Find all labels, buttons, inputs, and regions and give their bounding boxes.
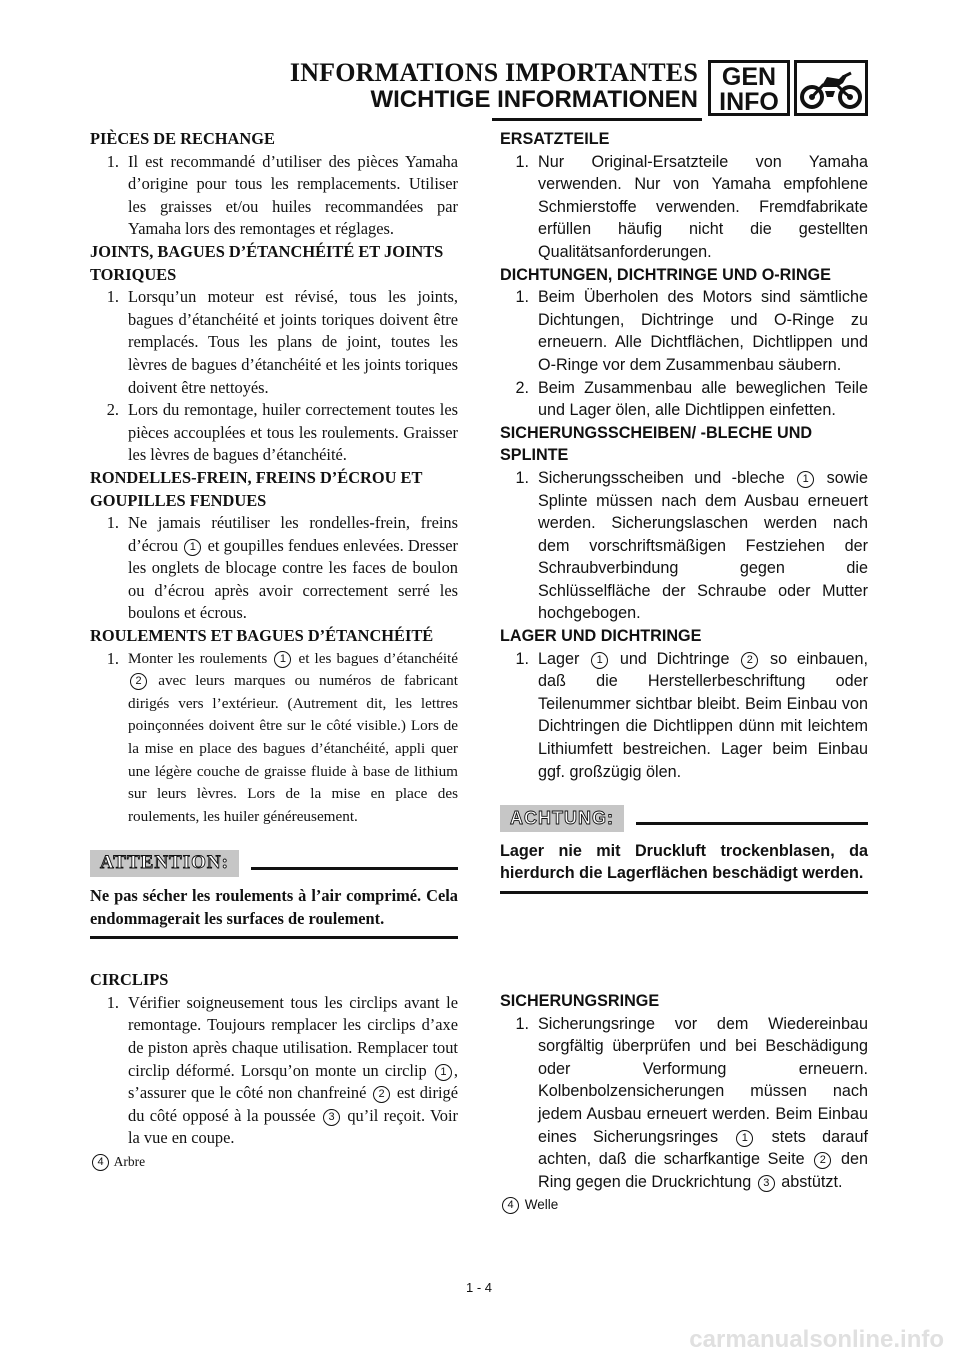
item-text: Sicherungsscheiben und -bleche 1 sowie Splinte müssen nach dem Ausbau erneuert werden. Sicherungslaschen werden nach dem vorschriftsmäßigen Festziehen der Schraubverbindung gegen die Schlüsselfläche der Schraube oder Mutter hochgebogen.	[538, 468, 869, 623]
list-item	[90, 648, 458, 829]
item-text: Lager 1 und Dichtringe 2 so einbauen, daß die Herstellerbeschriftung oder Teilenummer sichtbar bleibt. Beim Einbau von Dichtringen die Dichtlippen dünn mit leichtem Lithiumfett bestreichen. Lager beim Einbau ggf. großzügig ölen.	[538, 649, 869, 781]
page-number: 1 - 4	[466, 1280, 493, 1295]
heading-lock-washers-de: SICHERUNGSSCHEIBEN/ -BLECHE UND SPLINTE	[500, 423, 813, 465]
heading-spare-parts-fr: PIÈCES DE RECHANGE	[90, 129, 275, 148]
list-item	[500, 467, 868, 625]
callout-4: 4	[502, 1197, 519, 1214]
heading-bearings-de: LAGER UND DICHTRINGE	[500, 627, 702, 646]
item-number: 1.	[515, 649, 529, 668]
callout-1: 1	[274, 651, 291, 668]
item-number: 1.	[106, 151, 119, 171]
caution-badge-fr: ATTENTION:	[90, 850, 239, 877]
heading-lock-washers-fr: RONDELLES-FREIN, FREINS D’ÉCROU ET GOUPILLES FENDUES	[90, 467, 423, 510]
caution-header-de	[500, 805, 868, 832]
header-title-de: WICHTIGE INFORMATIONEN	[370, 86, 698, 113]
column-german	[500, 128, 868, 1217]
header-title-fr: INFORMATIONS IMPORTANTES	[289, 58, 698, 87]
badge-line-2: INFO	[719, 88, 779, 116]
item-text: Ne jamais réutiliser les rondelles-frein, freins d’écrou 1 et goupilles fendues enlevées. Dresser les onglets de blocage contre les faces de boulon ou d’écrou après avoir correctement serré les boulons et écrous.	[128, 513, 458, 623]
list-item	[500, 648, 868, 784]
item-text: Beim Überholen des Motors sind sämtliche Dichtungen, Dichtringe und O-Ringe zu erneuern. Alle Dichtflächen, Dichtlippen und O-Ringe vor dem Zusammenbau säubern.	[538, 288, 868, 374]
callout-2: 2	[130, 673, 147, 690]
heading-gaskets-de: DICHTUNGEN, DICHTRINGE UND O-RINGE	[500, 265, 831, 284]
caution-rule	[251, 867, 458, 870]
heading-gaskets-fr: JOINTS, BAGUES D’ÉTANCHÉITÉ ET JOINTS TORIQUES	[90, 241, 444, 284]
heading-circlips-fr: CIRCLIPS	[90, 970, 169, 990]
list-item	[90, 992, 458, 1150]
list-item	[90, 151, 458, 241]
item-number: 1.	[515, 1014, 529, 1033]
heading-circlips-de: SICHERUNGSRINGE	[500, 992, 660, 1010]
callout-1: 1	[797, 471, 814, 488]
header-rule	[492, 118, 702, 121]
callout-2: 2	[373, 1086, 390, 1103]
list-item	[500, 151, 868, 264]
legend-de	[500, 1194, 868, 1217]
heading-bearings-fr: ROULEMENTS ET BAGUES D’ÉTANCHÉITÉ	[90, 626, 434, 646]
motorcycle-icon-box	[794, 60, 868, 116]
callout-2: 2	[741, 652, 758, 669]
list-item	[500, 1013, 868, 1194]
callout-3: 3	[323, 1109, 340, 1126]
caution-rule	[636, 822, 868, 825]
legend-text: Welle	[524, 1197, 559, 1213]
item-number: 1.	[106, 287, 119, 307]
item-number: 2.	[515, 378, 529, 397]
item-text: Sicherungsringe vor dem Wiedereinbau sorgfältig überprüfen und bei Beschädigung oder Verformung erneuern. Kolbenbolzensicherungen müssen nach jedem Ausbau erneuert werden. Beim Einbau eines Sicherungsringes 1 stets darauf achten, daß die scharfkantige Seite 2 den Ring gegen die Druckrichtung 3 abstützt.	[538, 1014, 868, 1191]
motorcycle-icon	[799, 67, 863, 111]
column-french	[90, 128, 458, 1174]
item-text: Nur Original-Ersatzteile von Yamaha verwenden. Nur von Yamaha empfohlene Schmierstoffe verwenden. Fremdfabrikate erfüllen häufig nicht die gestellten Qualitätsanforderungen.	[538, 152, 868, 261]
caution-header-fr	[90, 850, 458, 877]
item-number: 1.	[106, 992, 119, 1012]
legend-fr	[90, 1151, 458, 1174]
legend-text: Arbre	[113, 1153, 146, 1169]
item-number: 1.	[515, 152, 529, 171]
item-text: Beim Zusammenbau alle beweglichen Teile und Lager ölen, alle Dichtlippen einfetten.	[538, 378, 868, 420]
item-text: Lors du remontage, huiler correctement toutes les pièces accouplées et tous les roulements. Graisser les lèvres de bagues d’étanchéité.	[128, 400, 458, 465]
item-text: Vérifier soigneusement tous les circlips avant le remontage. Toujours remplacer les circlips d’axe de piston après chaque utilisation. Remplacer tout circlip déformé. Lorsqu’on monte un circlip 1 , s’assurer que le côté non chanfreiné 2 est dirigé du côté opposé à la poussée 3 qu’il reçoit. Voir la vue en coupe.	[128, 992, 458, 1148]
item-number: 1.	[515, 468, 529, 487]
watermark: carmanualsonline.info	[689, 1326, 944, 1353]
heading-spare-parts-de: ERSATZTEILE	[500, 130, 610, 148]
caution-text-fr: Ne pas sécher les roulements à l’air comprimé. Cela endommagerait les surfaces de roulement.	[90, 885, 458, 939]
item-text: Monter les roulements 1 et les bagues d’étanchéité 2 avec leurs marques ou numéros de fabricant dirigés vers l’extérieur. (Autrement dit, les lettres poinçonnées doivent être sur le côté visible.) Lors de la mise en place des bagues d’étanchéité, appli quer une légère couche de graisse fluide à base de lithium sur leurs lèvres. Lors de la mise en place des roulements, les huiler généreusement.	[128, 649, 458, 825]
item-number: 1.	[515, 288, 529, 307]
list-item	[90, 512, 458, 625]
item-number: 1.	[106, 648, 119, 668]
item-number: 2.	[106, 400, 119, 420]
callout-1: 1	[184, 539, 201, 556]
callout-1: 1	[435, 1064, 452, 1081]
section-badge	[708, 60, 790, 116]
caution-text-de: Lager nie mit Druckluft trockenblasen, da hierdurch die Lagerflächen beschädigt werden.	[500, 840, 868, 894]
list-item	[500, 377, 868, 422]
item-text: Il est recommandé d’utiliser des pièces Yamaha d’origine pour tous les remplacements. Utiliser les graisses et/ou huiles recommandées par Yamaha lors des remontages et réglages.	[128, 151, 458, 239]
callout-3: 3	[758, 1175, 775, 1192]
list-item	[90, 286, 458, 399]
caution-badge-de: ACHTUNG:	[500, 805, 624, 832]
callout-1: 1	[591, 652, 608, 669]
callout-1: 1	[736, 1130, 753, 1147]
list-item	[500, 286, 868, 376]
callout-2: 2	[814, 1152, 831, 1169]
list-item	[90, 399, 458, 467]
badge-line-1: GEN	[721, 63, 777, 91]
callout-4: 4	[92, 1154, 109, 1171]
item-text: Lorsqu’un moteur est révisé, tous les joints, bagues d’étanchéité et joints toriques doivent être remplacés. Tous les plans de joint, toutes les lèvres de bagues d’étanchéité et les joints toriques doivent être nettoyés.	[128, 287, 458, 397]
item-number: 1.	[106, 513, 119, 533]
